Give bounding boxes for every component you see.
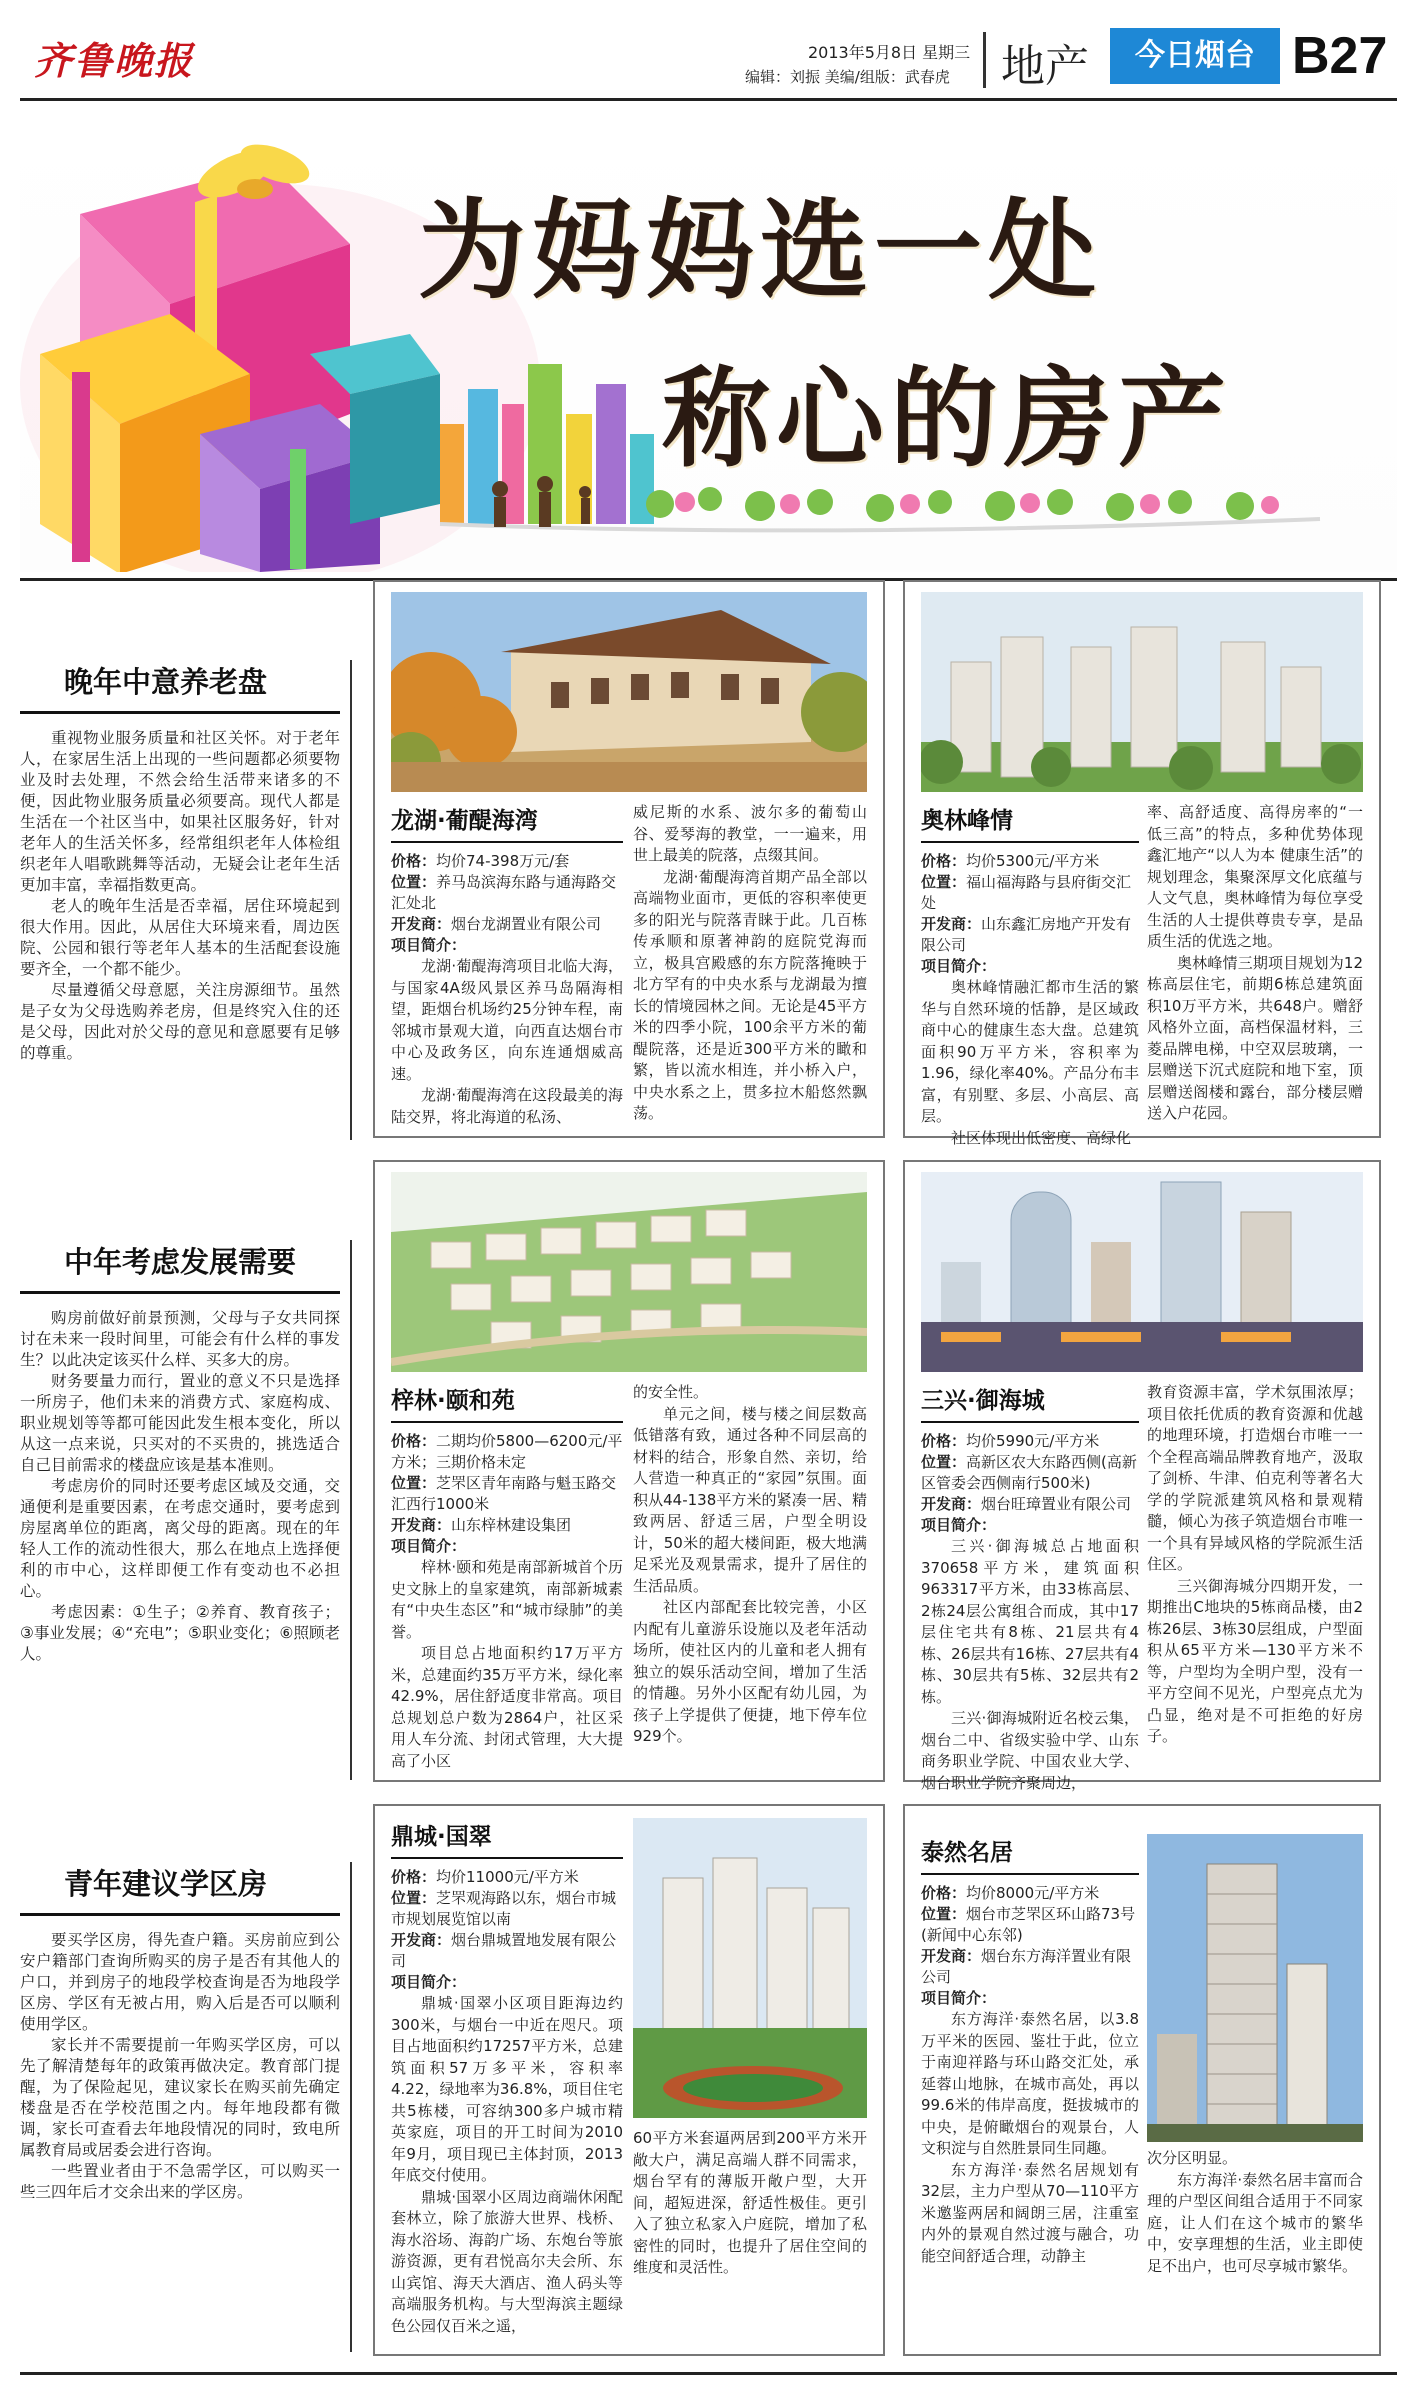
tip-young: [20, 1862, 340, 2203]
property-description: 龙湖·葡醍海湾项目北临大海，与国家4A级风景区养马岛隔海相望，距烟台机场约25分钟车程，南邻城市景观大道，向西直达烟台市中心及政务区，向东连通烟威高速。 龙湖·葡醍海湾在这段最美的海陆交界，将北海道的私汤、: [391, 957, 623, 1126]
residential-towers-illustration: [633, 1818, 867, 2118]
property-price: 价格：均价5990元/平方米: [921, 1432, 1100, 1450]
property-intro-label: 项目简介：: [391, 936, 467, 954]
title-rule: [391, 841, 623, 843]
property-card-aolin: [903, 580, 1381, 1147]
property-price: 价格：二期均价5800—6200元/平方米；三期价格未定: [391, 1432, 623, 1471]
tip-paragraph: 尽量遵循父母意愿，关注房源细节。虽然是子女为父母选购养老房，但是终究入住的还是父母，因此对於父母的意见和意愿要有足够的尊重。: [20, 981, 340, 1062]
tip-heading: 晚年中意养老盘: [64, 665, 268, 699]
property-description: 次分区明显。 东方海洋·泰然名居丰富而合理的户型区间组合适用于不同家庭，让人们在这个城市的繁华中，安享理想的生活，业主即使足不出户，也可尽享城市繁华。: [1147, 2149, 1363, 2275]
aolin-col-2: [1147, 802, 1363, 1125]
property-price: 价格：均价11000元/平方米: [391, 1868, 579, 1886]
heading-rule: [20, 1291, 340, 1294]
section-tag: 今日烟台: [1110, 28, 1280, 84]
sanxing-col-1: [921, 1382, 1139, 1794]
aerial-photo-illustration: [391, 1172, 867, 1372]
tip-paragraph: 考虑因素：①生子；②养育、教育孩子；③事业发展；④“充电”；⑤职业变化；⑥照顾老人。: [20, 1603, 340, 1663]
property-developer: 开发商：烟台旺璋置业有限公司: [921, 1495, 1132, 1513]
property-title: 奥林峰情: [921, 808, 1013, 834]
property-description: 教育资源丰富，学术氛围浓厚；项目依托优质的教育资源和优越的地理环境，打造烟台市唯一一个全程高端品牌教育地产，汲取了剑桥、牛津、伯克利等著名大学的学院派建筑风格和景观精髓，倾心为孩子筑造烟台市唯一一个具有异域风格的学院派生活住区。 三兴御海城分四期开发，一期推出C地块的5栋商品楼，由2栋26层、3栋30层组成，户型面积从65平方米—130平方米不等，户型均为全明户型，没有一平方空间不见光，户型亮点尤为凸显，绝对是不可拒绝的好房子。: [1147, 1383, 1363, 1745]
title-rule: [391, 1857, 623, 1859]
property-location: 位置：福山福海路与县府街交汇处: [921, 873, 1132, 912]
tip-paragraph: 老人的晚年生活是否幸福，居住环境起到很大作用。因此，从居住大环境来看，周边医院、公园和银行等老年人基本的生活配套设施要齐全，一个都不能少。: [20, 897, 340, 978]
sanxing-col-2: [1147, 1382, 1363, 1748]
property-developer: 开发商：山东梓林建设集团: [391, 1516, 572, 1534]
property-location: 位置：高新区农大东路西侧(高新区管委会西侧南行500米): [921, 1453, 1137, 1492]
towers-photo-illustration: [921, 592, 1363, 792]
tower-photo-illustration: [1147, 1834, 1363, 2142]
property-description: 的安全性。 单元之间，楼与楼之间层数高低错落有致，通过各种不同层高的材料的结合，形象自然、亲切，给人营造一种真正的“家园”氛围。面积从44-138平方米的紧凑一居、精致两居、舒适三居，户型全明设计，50米的超大楼间距，极大地满足采光及观景需求，提升了居住的生活品质。 社区内部配套比较完善，小区内配有儿童游乐设施以及老年活动场所，使社区内的儿童和老人拥有独立的娱乐活动空间，增加了生活的情趣。另外小区配有幼儿园，为孩子上学提供了便捷，地下停车位929个。: [633, 1383, 867, 1745]
tairan-photo: [1147, 1834, 1363, 2142]
property-intro-label: 项目简介：: [921, 957, 997, 975]
dingcheng-col-1: [391, 1818, 623, 2337]
property-card-longhu: [373, 580, 885, 1138]
longhu-col-2: [633, 802, 867, 1125]
tip-paragraph: 一些置业者由于不急需学区，可以购买一些三四年后才交余出来的学区房。: [20, 2162, 340, 2201]
property-description: 梓林·颐和苑是南部新城首个历史文脉上的皇家建筑，南部新城素有“中央生态区”和“城市绿肺”的美誉。 项目总占地面积约17万平方米，总建面约35万平方米，绿化率42.9%，居住舒适度非常高。项目总规划总户数为2864户，社区采用人车分流、封闭式管理，大大提高了小区: [391, 1558, 623, 1770]
longhu-photo: [391, 592, 867, 792]
property-developer: 开发商：烟台鼎城置地发展有限公司: [391, 1931, 617, 1970]
column-divider: [350, 1862, 352, 2352]
property-location: 位置：养马岛滨海东路与通海路交汇处北: [391, 873, 617, 912]
tip-heading: 中年考虑发展需要: [64, 1245, 297, 1279]
property-title: 泰然名居: [921, 1840, 1013, 1866]
property-price: 价格：均价8000元/平方米: [921, 1884, 1100, 1902]
tip-paragraph: 财务要量力而行，置业的意义不只是选择一所房子，他们未来的消费方式、家庭构成、职业规划等等都可能因此发生根本变化，所以从这一点来说，只买对的不买贵的，挑选适合自己目前需求的楼盘应该是基本准则。: [20, 1372, 340, 1474]
headline-line-2: 称心的房产: [662, 357, 1233, 482]
title-rule: [391, 1421, 623, 1423]
tip-paragraph: 考虑房价的同时还要考虑区域及交通，交通便利是重要因素，在考虑交通时，要考虑到房屋离单位的距离，离父母的距离。现在的年轻人工作的流动性很大，那么在地点上选择便利的市中心，这样即便工作有变动也不必担心。: [20, 1477, 340, 1600]
dingcheng-col-2: [633, 2128, 867, 2279]
zilin-col-2: [633, 1382, 867, 1748]
property-location: 位置：烟台市芝罘区环山路73号(新闻中心东邻): [921, 1905, 1136, 1944]
property-description: 60平方米套逼两居到200平方米开敞大户，满足高端人群不同需求，烟台罕有的薄版开敞户型，大开间，超短进深，舒适性极佳。更引入了独立私家入户庭院，增加了私密性的同时，也提升了居住空间的维度和灵活性。: [633, 2129, 867, 2276]
property-title: 梓林·颐和苑: [391, 1388, 515, 1414]
column-divider: [350, 1240, 352, 1780]
villa-photo-illustration: [391, 592, 867, 792]
city-towers-illustration: [921, 1172, 1363, 1372]
title-rule: [921, 1421, 1139, 1423]
dingcheng-photo: [633, 1818, 867, 2118]
zilin-col-1: [391, 1382, 623, 1772]
property-card-tairan: [903, 1804, 1381, 2356]
property-developer: 开发商：烟台龙湖置业有限公司: [391, 915, 602, 933]
tip-paragraph: 要买学区房，得先查户籍。买房前应到公安户籍部门查询所购买的房子是否有其他人的户口，并到房子的地段学校查询是否为地段学区房、学区有无被占用，购入后是否可以顺利使用学区。: [20, 1931, 340, 2033]
issue-date: 2013年5月8日 星期三: [808, 43, 971, 62]
aolin-col-1: [921, 802, 1139, 1149]
tip-heading: 青年建议学区房: [64, 1867, 268, 1901]
property-description: 奥林峰情融汇都市生活的繁华与自然环境的恬静，是区域政商中心的健康生态大盘。总建筑面积90万平方米，容积率为1.96，绿化率40%。产品分布丰富，有别墅、多层、小高层、高层。 社区体现出低密度、高绿化: [921, 978, 1139, 1147]
title-rule: [921, 1873, 1139, 1875]
property-description: 威尼斯的水系、波尔多的葡萄山谷、爱琴海的教堂，一一遍来，用世上最美的院落，点缀其间。 龙湖·葡醍海湾首期产品全部以高端物业面市，更低的容积率使更多的阳光与院落青睐于此。几百栋传承顺和原著神韵的庭院党海而立，极具宫殿感的东方院落掩映于北方罕有的中央水系与龙湖最为擅长的情境园林之间。无论是45平方米的四季小院，100余平方米的葡醍院落，还是近300平方米的瞰和繁，皆以流水相连，并小桥入户，中央水系之上，贯多拉木船悠然飘荡。: [633, 803, 867, 1122]
property-card-sanxing: [903, 1160, 1381, 1792]
property-location: 位置：芝罘观海路以东，烟台市城市规划展览馆以南: [391, 1889, 617, 1928]
zilin-photo: [391, 1172, 867, 1372]
property-card-dingcheng: [373, 1804, 885, 2356]
column-divider: [350, 660, 352, 1140]
property-description: 三兴·御海城总占地面积370658平方米，建筑面积963317平方米，由33栋高层、2栋24层公寓组合而成，其中17层住宅共有8栋、21层共有4栋、26层共有16栋、27层共有4栋、30层共有5栋、32层共有2栋。 三兴·御海城附近名校云集，烟台二中、省级实验中学、山东商务职业学院、中国农业大学、烟台职业学院齐聚周边，: [921, 1537, 1139, 1792]
tairan-col-1: [921, 1834, 1139, 2267]
aolin-photo: [921, 592, 1363, 792]
editor-credits: 编辑：刘振 美编/组版：武春虎: [745, 68, 950, 86]
tip-middle-aged: [20, 1240, 340, 1665]
property-title: 鼎城·国翠: [391, 1824, 492, 1850]
property-intro-label: 项目简介：: [391, 1973, 467, 1991]
masthead-divider: [983, 32, 986, 88]
property-developer: 开发商：烟台东方海洋置业有限公司: [921, 1947, 1132, 1986]
tip-paragraph: 家长并不需要提前一年购买学区房，可以先了解清楚每年的政策再做决定。教育部门提醒，为了保险起见，建议家长在购买前先确定楼盘是否在学校范围之内。每年地段都有微调，家长可查看去年地段情况的同时，致电所属教育局或居委会进行咨询。: [20, 2036, 340, 2159]
property-intro-label: 项目简介：: [921, 1989, 997, 2007]
property-price: 价格：均价5300元/平方米: [921, 852, 1100, 870]
tip-paragraph: 购房前做好前景预测，父母与子女共同探讨在未来一段时间里，可能会有什么样的事发生？以此决定该买什么样、买多大的房。: [20, 1309, 340, 1369]
masthead-rule: [20, 98, 1397, 101]
tairan-col-2: [1147, 2148, 1363, 2277]
section-name: 地产: [1001, 41, 1089, 92]
hero-banner: [20, 104, 1397, 572]
longhu-col-1: [391, 802, 623, 1128]
sanxing-photo: [921, 1172, 1363, 1372]
tip-elderly: [20, 660, 340, 1064]
property-description: 鼎城·国翠小区项目距海边约300米，与烟台一中近在咫尺。项目占地面积约17257平方米，总建筑面积57万多平米，容积率4.22，绿地率为36.8%，项目住宅共5栋楼，可容纳300多户城市精英家庭，项目的开工时间为2010年9月，项目现已主体封顶，2013年底交付使用。 鼎城·国翠小区周边商端休闲配套林立，除了旅游大世界、栈桥、海水浴场、海韵广场、东炮台等旅游资源，更有君悦高尔夫会所、东山宾馆、海天大酒店、渔人码头等高端服务机构。与大型海滨主题绿色公园仅百米之遥，: [391, 1994, 623, 2335]
property-description: 东方海洋·泰然名居，以3.8万平米的医园、鉴壮于此，位立于南迎祥路与环山路交汇处，承延蓉山地脉，在城市高处，再以99.6米的伟岸高度，挺拔城市的中央，是俯瞰烟台的观景台，人文积淀与自然胜景同生同趣。 东方海洋·泰然名居规划有32层，主力户型从70—110平方米邀鉴两居和阔朗三居，注重室内外的景观自然过渡与融合，功能空间舒适合理，动静主: [921, 2010, 1139, 2265]
property-price: 价格：均价74-398万元/套: [391, 852, 570, 870]
footer-rule: [20, 2372, 1397, 2375]
property-intro-label: 项目简介：: [391, 1537, 467, 1555]
property-title: 三兴·御海城: [921, 1388, 1045, 1414]
property-description: 率、高舒适度、高得房率的“一低三高”的特点，多种优势体现鑫汇地产“以人为本 健康生活”的规划理念，集聚深厚文化底蕴与人文气息，奥林峰情为每位享受生活的人士提供尊贵专享，是品质生活的优选之地。 奥林峰情三期项目规划为12栋高层住宅，前期6栋总建筑面积10万平方米，共648户。赠舒风格外立面，高档保温材料，三菱品牌电梯，中空双层玻璃，一层赠送下沉式庭院和地下室，顶层赠送阁楼和露台，部分楼层赠送入户花园。: [1147, 803, 1363, 1122]
property-intro-label: 项目简介：: [921, 1516, 997, 1534]
headline-line-1: 为妈妈选一处: [418, 189, 1103, 314]
newspaper-logo: 齐鲁晚报: [34, 38, 195, 83]
heading-rule: [20, 1913, 340, 1916]
property-title: 龙湖·葡醍海湾: [391, 808, 538, 834]
title-rule: [921, 841, 1139, 843]
property-developer: 开发商：山东鑫汇房地产开发有限公司: [921, 915, 1132, 954]
heading-rule: [20, 711, 340, 714]
property-location: 位置：芝罘区青年南路与魁玉路交汇西行1000米: [391, 1474, 617, 1513]
property-card-zilin: [373, 1160, 885, 1782]
page-number: B27: [1292, 27, 1388, 85]
tip-paragraph: 重视物业服务质量和社区关怀。对于老年人，在家居生活上出现的一些问题都必须要物业及时去处理，不然会给生活带来诸多的不便，因此物业服务质量必须要高。现代人都是生活在一个社区当中，如果社区服务好，针对老年人的生活关怀多，经常组织老年人体检组织老年人唱歌跳舞等活动，无疑会让老年生活更加丰富，幸福指数更高。: [20, 729, 340, 894]
